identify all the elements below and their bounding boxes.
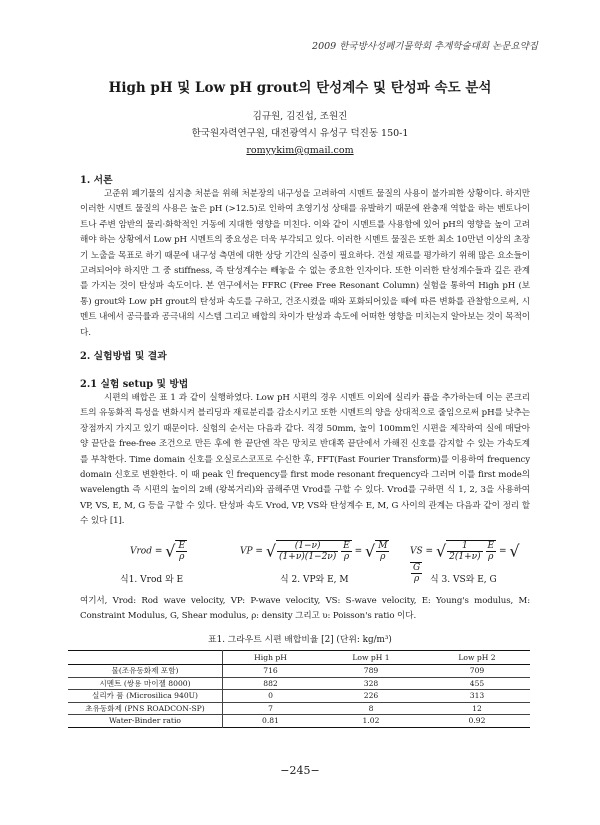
author-email[interactable]: romyykim@gmail.com bbox=[246, 145, 354, 156]
section-1-heading: 1. 서론 bbox=[80, 175, 113, 186]
equation-1-caption: 식1. Vrod 와 E bbox=[120, 575, 184, 585]
eq2-rhs-denominator: ρ bbox=[380, 552, 386, 562]
proceedings-header: 2009 한국방사성폐기물학회 추계학술대회 논문요약집 bbox=[312, 41, 538, 52]
eq1-numerator: E bbox=[178, 541, 186, 551]
table-cell: Water-Binder ratio bbox=[68, 715, 223, 728]
table-cell: 1.02 bbox=[362, 716, 380, 726]
eq1-lhs: Vrod = bbox=[130, 546, 163, 557]
equation-1: Vrod = √ $\frac{E}{\rho}$ bbox=[130, 541, 186, 562]
table-cell: 7 bbox=[223, 702, 319, 715]
table-row bbox=[68, 690, 530, 703]
section-2-1-body: 시편의 배합은 표 1 과 같이 실행하였다. Low pH 시편의 경우 시멘트 이외에 실리카 퓸을 추가하는데 이는 콘크리트의 유동화적 특성을 변화시켜 블리딩과 재료분리를 감소시키고 또한 시멘트의 양을 상대적으로 줄임으로써 pH를 낮추는 장점까지 가지고 있기 때문이다. 실험의 순서는 다음과 같다. 직경 50mm, 높이 100mm인 시편을 제작하여 실에 매달아 양 끝단을 free-free 조건으로 만든 후에 한 끝단엔 작은 망치로 반대쪽 끝단에서 가해진 신호를 감지할 수 있는 가속도계를 부착한다. Time domain 신호를 오실로스코프로 수신한 후, FFT(Fast Fourier Transform)를 이용하여 frequency domain 신호로 변환한다. 이 때 peak 인 frequency를 first mode resonant frequency라 그러며 이를 first mode의 wavelength 즉 시편의 높이의 2배 (왕복거리)와 곱해주면 Vrod를 구할 수 있다. Vrod를 구하면 식 1, 2, 3을 사용하여 VP, VS, E, M, G 등을 구할 수 있다. 탄성파 속도 Vrod, VP, VS와 탄성계수 E, M, G 사이의 관계는 다음과 같이 정리 할 수 있다 [1]. bbox=[80, 393, 530, 527]
table-cell: 실리카 퓸 (Microsilica 940U) bbox=[68, 690, 223, 703]
table-header-cell: High pH bbox=[223, 651, 319, 665]
table-cell: 물(조유동화제 포함) bbox=[68, 665, 223, 678]
eq3-lhs: VS = bbox=[410, 546, 434, 557]
mix-ratio-table bbox=[68, 650, 530, 728]
table-cell: 0.92 bbox=[468, 716, 486, 726]
eq2-rhs-numerator: M bbox=[378, 541, 388, 551]
eq2-lhs: VP = bbox=[240, 546, 263, 557]
eq3-rhs-denominator: ρ bbox=[413, 574, 420, 584]
table-row bbox=[68, 677, 530, 690]
eq2-denominator-2: ρ bbox=[343, 552, 350, 562]
table-cell: 시멘트 (쌍용 마이젤 8000) bbox=[68, 677, 223, 690]
table-cell: 455 bbox=[424, 677, 530, 690]
eq3-rhs-numerator: G bbox=[413, 563, 421, 573]
table-1-caption: 표1. 그라우트 시편 배합비율 [2] (단위: kg/m³) bbox=[208, 635, 392, 645]
variable-definitions: 여기서, Vrod: Rod wave velocity, VP: P-wave velocity, VS: S-wave velocity, E: Young's modulus, M: Constraint Modulus, G, Shear modulus, ρ: density 그리고 υ: Poisson's ratio 이다. bbox=[80, 596, 530, 622]
paper-title: High pH 및 Low pH grout의 탄성계수 및 탄성파 속도 분석 bbox=[108, 80, 492, 96]
eq3-denominator-2: ρ bbox=[488, 552, 494, 562]
eq2-numerator-2: E bbox=[343, 541, 350, 551]
table-header-cell: Low pH 2 bbox=[424, 651, 530, 665]
table-cell: 789 bbox=[318, 665, 424, 678]
table-row bbox=[68, 702, 530, 715]
eq3-denominator: 2(1+ν) bbox=[449, 552, 481, 562]
table-cell: 313 bbox=[424, 690, 530, 703]
equation-row bbox=[110, 540, 530, 600]
equation-2-caption: 식 2. VP와 E, M bbox=[280, 575, 349, 585]
author-names: 김규원, 김진섭, 조원진 bbox=[252, 111, 348, 122]
equation-2: VP = √ $\frac{(1-\nu)}{(1+\nu)(1-2\nu)}$ $\frac{E}{\rho}$ = √ $\frac{M}{\rho}$ bbox=[240, 541, 388, 562]
eq1-denominator: ρ bbox=[179, 552, 185, 562]
page-number: −245− bbox=[280, 764, 320, 777]
table-cell: 882 bbox=[223, 677, 319, 690]
table-header-cell: Low pH 1 bbox=[318, 651, 424, 665]
eq2-numerator: (1−ν) bbox=[277, 541, 338, 552]
table-cell: 716 bbox=[223, 665, 319, 678]
author-affiliation: 한국원자력연구원, 대전광역시 유성구 덕진동 150-1 bbox=[191, 128, 409, 139]
section-2-heading: 2. 실험방법 및 결과 bbox=[80, 351, 167, 362]
table-row bbox=[68, 665, 530, 678]
table-cell: 8 bbox=[318, 702, 424, 715]
table-header-cell bbox=[68, 651, 223, 665]
table-cell: 328 bbox=[318, 677, 424, 690]
section-1-body: 고준위 폐기물의 심지층 처분을 위해 처분장의 내구성을 고려하여 시멘트 물질의 사용이 불가피한 상황이다. 하지만 이러한 시멘트 물질의 사용은 높은 pH (>12.5)로 인하여 초영기성 상태를 유발하기 때문에 완충재 역할을 하는 벤토나이트나 주변 암반의 물리·화학적인 거동에 지대한 영향을 미친다. 이와 같이 시멘트를 사용함에 있어 pH의 영향을 높이 고려해야 하는 상황에서 Low pH 시멘트의 중요성은 더욱 부각되고 있다. 이러한 시멘트 물질은 또한 최소 10만년 이상의 초장기 노출을 목표로 하기 때문에 내구성 측면에 대한 상당 기간의 실증이 필요하다. 건설 재료를 평가하기 위해 많은 요소들이 고려되어야 하지만 그 중 stiffness, 즉 탄성계수는 빼놓을 수 없는 중요한 인자이다. 또한 이러한 탄성계수들과 깊은 관계를 가지는 것이 탄성파 속도이다. 본 연구에서는 FFRC (Free Free Resonant Column) 실험을 통하여 High pH (보통) grout와 Low pH grout의 탄성파 속도를 구하고, 건조시켰을 때와 포화되어있을 때에 따른 변화를 관찰함으로써, 시멘트 내에서 공극률과 공극내의 시스템 그리고 배합의 차이가 탄성과 속도에 어떠한 영향을 미치는지 알아보는 것이 목적이다. bbox=[80, 189, 530, 338]
equation-3: VS = √ $\frac{1}{2(1+\nu)}$ $\frac{E}{\rho}$ = √ $\frac{G}{\rho}$ bbox=[410, 541, 520, 584]
equation-3-caption: 식 3. VS와 E, G bbox=[430, 575, 497, 585]
table-cell: 0.81 bbox=[262, 716, 279, 726]
table-row bbox=[68, 715, 530, 728]
section-2-1-heading: 2.1 실험 setup 및 방법 bbox=[80, 379, 189, 390]
table-cell: 12 bbox=[424, 702, 530, 715]
author-block bbox=[0, 108, 600, 159]
table-cell: 초유동화제 (PNS ROADCON-SP) bbox=[68, 702, 223, 715]
table-cell: 226 bbox=[318, 690, 424, 703]
eq3-numerator: 1 bbox=[447, 541, 483, 552]
eq2-denominator: (1+ν)(1−2ν) bbox=[279, 552, 337, 562]
eq3-numerator-2: E bbox=[487, 541, 495, 551]
table-header-row bbox=[68, 651, 530, 665]
table-cell: 709 bbox=[424, 665, 530, 678]
table-cell: 0 bbox=[223, 690, 319, 703]
